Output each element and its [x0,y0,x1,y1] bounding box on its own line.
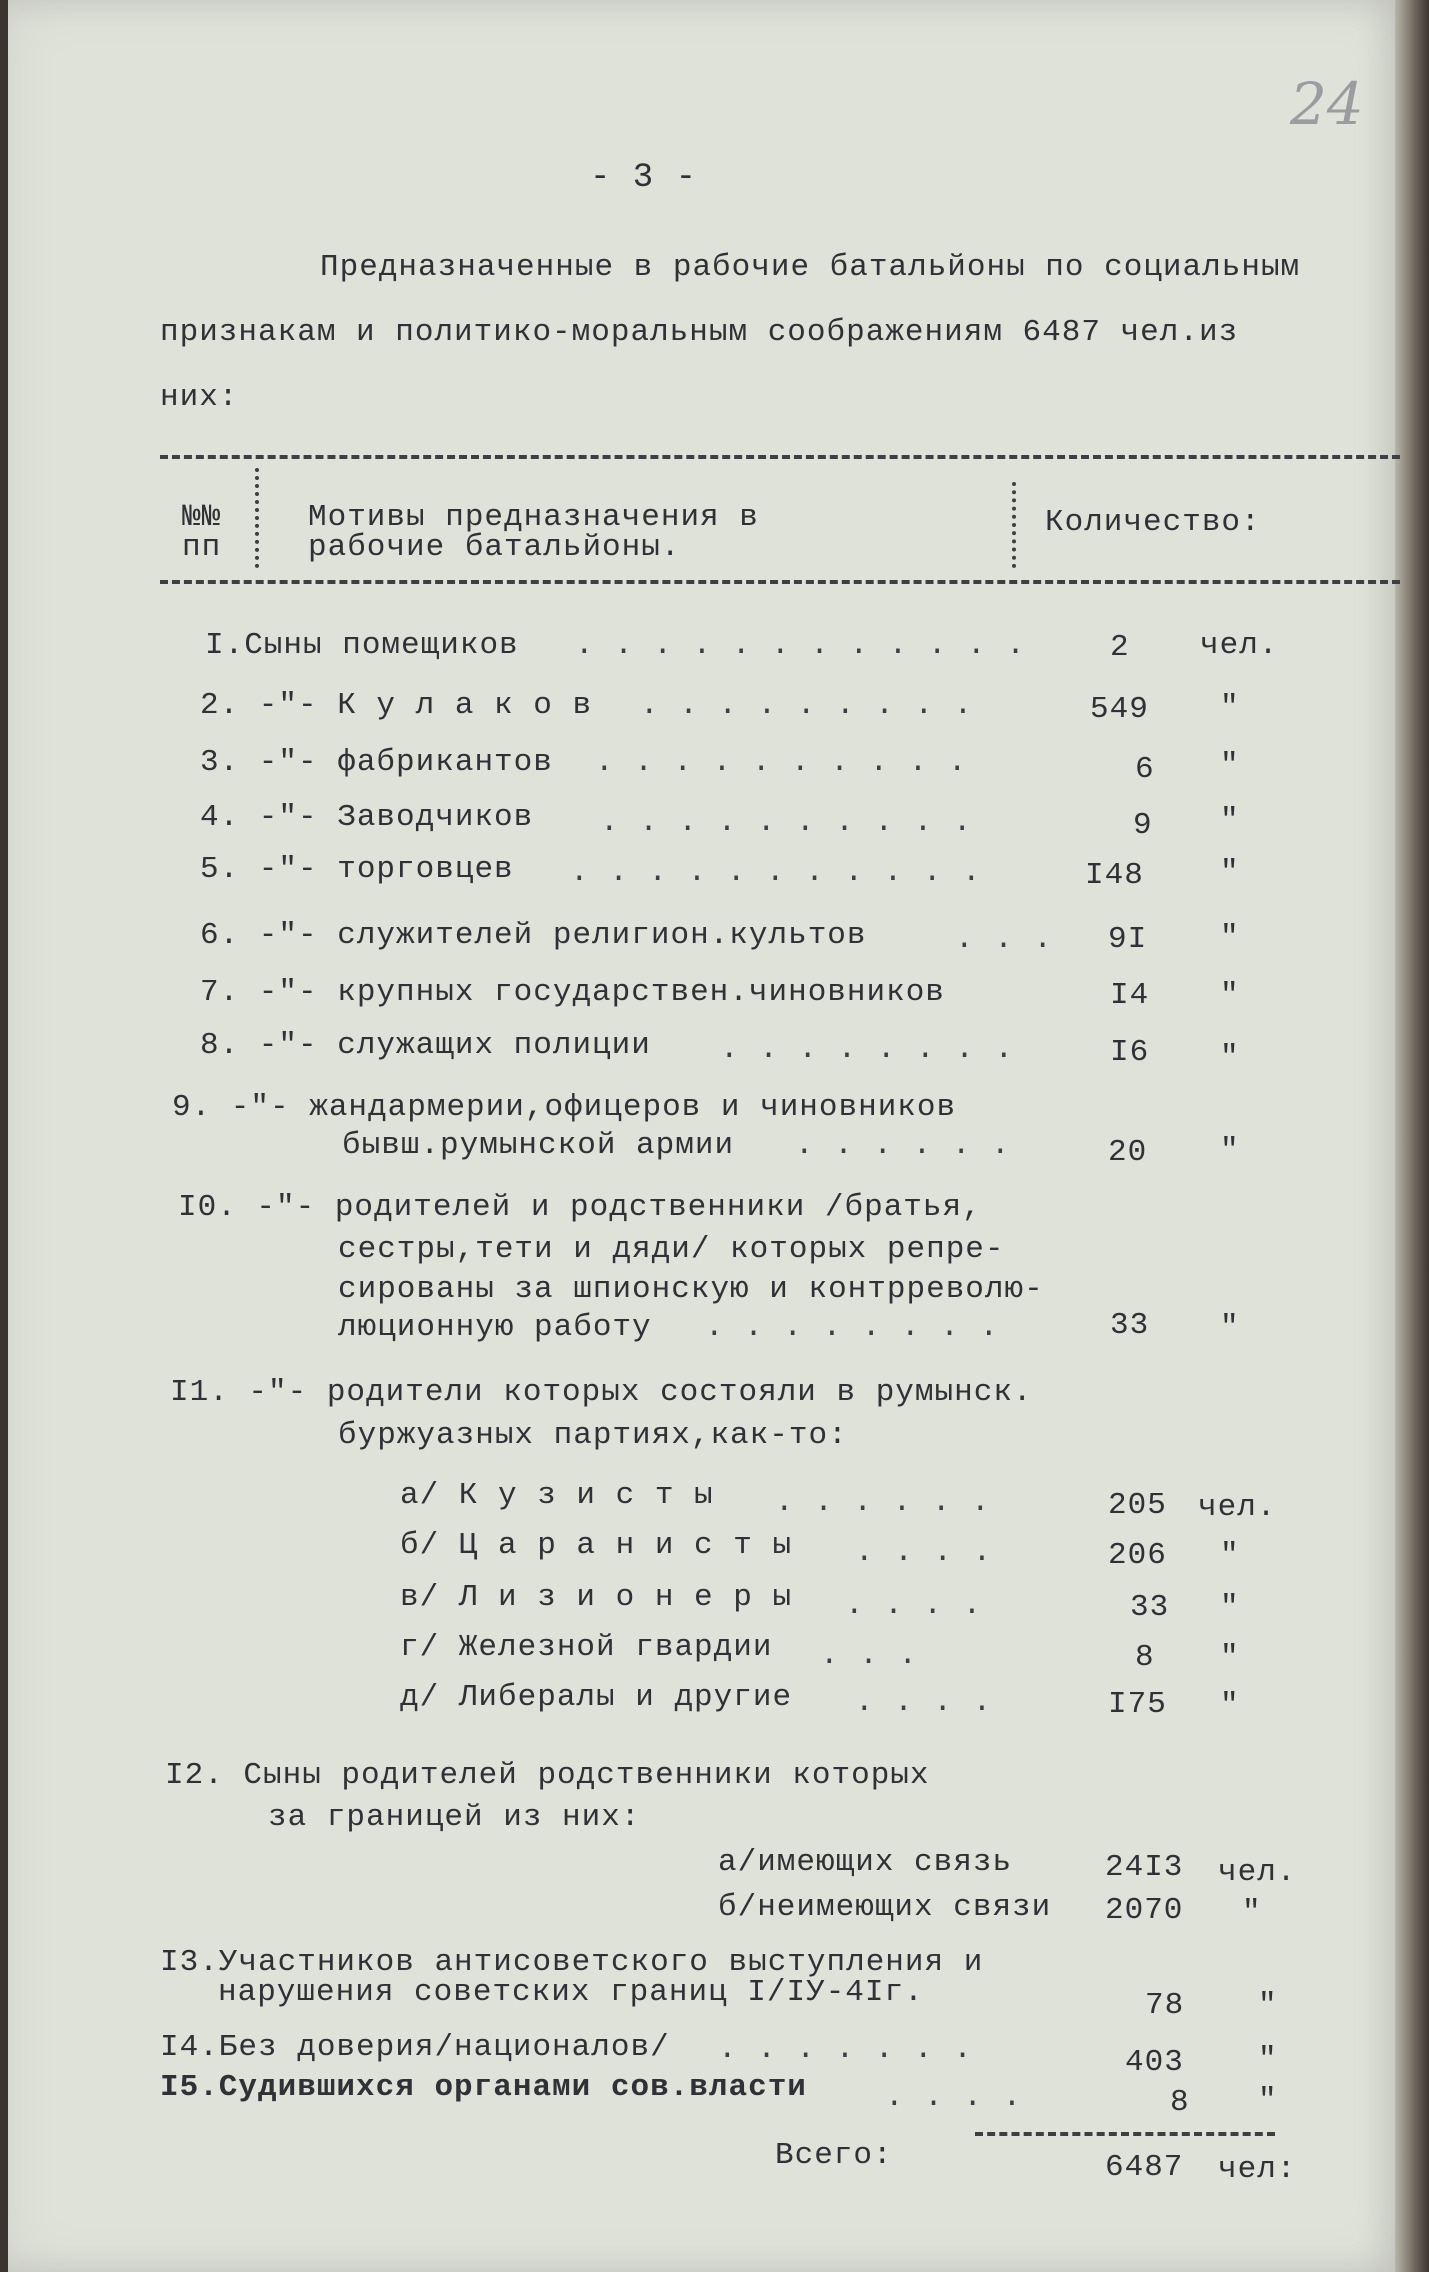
row-leader-dots: . . . . . . . . . [640,688,974,723]
row-label: I5.Судившихся органами сов.власти [160,2070,807,2105]
total-quantity: 6487 [1105,2150,1184,2185]
row-quantity: 20 [1108,1135,1148,1170]
row-leader-dots: . . . [820,1638,919,1673]
row-9-line-1: 9. -"- жандармерии,офицеров и чиновников [172,1090,957,1125]
row-13-line-2: нарушения советских границ I/IУ-4Iг. [218,1975,924,2010]
table-top-rule [160,455,1400,459]
sub-row-unit: " [1220,1640,1240,1675]
row-quantity: 9 [1133,808,1153,843]
total-label: Всего: [775,2138,893,2173]
row-leader-dots: . . . . [855,1535,993,1570]
row-quantity: 78 [1145,1988,1185,2023]
sub-row-label: в/ Л и з и о н е р ы [400,1580,793,1615]
row-quantity: 9I [1108,922,1148,957]
row-unit: " [1220,803,1240,838]
header-motive-line-1: Мотивы предназначения в [308,500,759,535]
row-unit: " [1258,2083,1278,2118]
sub-row-label: г/ Железной гвардии [400,1630,773,1665]
sub-row-label: д/ Либералы и другие [400,1680,793,1715]
table-header-rule [160,580,1400,584]
row-10-line-4: люционную работу [338,1310,652,1345]
intro-line-3: них: [160,380,239,415]
row-unit: " [1258,1988,1278,2023]
row-leader-dots: . . . . . . . . . . . . [575,628,1026,663]
intro-line-1: Предназначенные в рабочие батальйоны по социальным [320,250,1301,285]
row-label: 4. -"- Заводчиков [200,800,534,835]
sub-row-quantity: 8 [1135,1640,1155,1675]
row-leader-dots: . . . . [845,1588,983,1623]
total-rule [975,2132,1275,2136]
row-label: 2. -"- К у л а к о в [200,688,593,723]
row-unit: " [1258,2042,1278,2077]
row-unit: " [1220,1040,1240,1075]
row-quantity: 2 [1110,630,1130,665]
row-unit: " [1220,1310,1240,1345]
sub-row-unit: чел. [1198,1490,1277,1525]
row-label: I.Сыны помещиков [205,628,519,663]
row-10-line-1: I0. -"- родителей и родственники /братья, [178,1190,982,1225]
sub-row-unit: " [1242,1895,1262,1930]
row-leader-dots: . . . . . . . . [720,1032,1015,1067]
row-label: 5. -"- торговцев [200,852,514,887]
header-motive-line-2: рабочие батальйоны. [308,530,681,565]
sub-row-label: а/имеющих связь [718,1845,1013,1880]
row-leader-dots: . . . [955,922,1054,957]
row-leader-dots: . . . . . . . . . . [595,745,968,780]
row-10-line-2: сестры,тети и дяди/ которых репре- [338,1232,1005,1267]
row-12-line-1: I2. Сыны родителей родственники которых [165,1758,930,1793]
sub-row-unit: " [1220,1688,1240,1723]
row-12-line-2: за границей из них: [268,1800,641,1835]
row-unit: " [1220,978,1240,1013]
row-leader-dots: . . . . . . . . . . . [570,855,982,890]
sub-row-unit: " [1220,1590,1240,1625]
sub-row-label: б/ Ц а р а н и с т ы [400,1528,793,1563]
row-leader-dots: . . . . . . [795,1128,1011,1163]
row-quantity: 33 [1110,1308,1150,1343]
sub-row-quantity: 205 [1108,1488,1167,1523]
row-label: I4.Без доверия/националов/ [160,2030,670,2065]
row-11-line-2: буржуазных партиях,как-то: [338,1418,848,1453]
header-separator-1 [255,468,259,568]
row-leader-dots: . . . . . . [775,1485,991,1520]
sub-row-quantity: 206 [1108,1538,1167,1573]
header-num-line-2: пп [182,530,222,565]
total-unit: чел: [1218,2152,1297,2187]
sub-row-quantity: 24I3 [1105,1850,1184,1885]
row-unit: чел. [1200,628,1279,663]
row-quantity: 6 [1135,752,1155,787]
row-unit: " [1220,1133,1240,1168]
row-quantity: 403 [1125,2045,1184,2080]
row-11-line-1: I1. -"- родители которых состояли в румынск. [170,1375,1033,1410]
page-edge [1395,0,1429,2272]
row-label: 6. -"- служителей религион.культов [200,918,867,953]
row-leader-dots: . . . . [885,2080,1023,2115]
row-quantity: 8 [1170,2085,1190,2120]
row-quantity: I4 [1110,978,1150,1013]
sub-row-quantity: 2070 [1105,1893,1184,1928]
sub-row-unit: " [1220,1538,1240,1573]
header-quantity: Количество: [1045,505,1261,540]
page-number: - 3 - [590,159,698,197]
row-label: 7. -"- крупных государствен.чиновников [200,975,945,1010]
row-quantity: 549 [1090,692,1149,727]
row-quantity: I48 [1085,858,1144,893]
row-label: 8. -"- служащих полиции [200,1028,651,1063]
row-9-line-2: бывш.румынской армии [342,1128,735,1163]
row-unit: " [1220,855,1240,890]
intro-line-2: признакам и политико-моральным соображениям 6487 чел.из [160,315,1239,350]
row-unit: " [1220,748,1240,783]
sub-row-quantity: I75 [1108,1687,1167,1722]
sub-row-label: а/ К у з и с т ы [400,1478,714,1513]
header-num-line-1: №№ [182,500,222,535]
row-leader-dots: . . . . . . . . . . [600,805,973,840]
sub-row-unit: чел. [1218,1855,1297,1890]
row-leader-dots: . . . . . . . [718,2032,973,2067]
row-leader-dots: . . . . [855,1685,993,1720]
row-10-line-3: сированы за шпионскую и контрреволю- [338,1272,1044,1307]
row-unit: " [1220,690,1240,725]
row-leader-dots: . . . . . . . . [705,1310,1000,1345]
archive-folio-number: 24 [1290,70,1364,138]
sub-row-label: б/неимеющих связи [718,1890,1052,1925]
row-unit: " [1220,920,1240,955]
header-separator-2 [1012,482,1016,568]
row-13-line-1: I3.Участников антисоветского выступления и [160,1945,984,1980]
row-label: 3. -"- фабрикантов [200,745,553,780]
row-quantity: I6 [1110,1035,1150,1070]
sub-row-quantity: 33 [1130,1590,1170,1625]
